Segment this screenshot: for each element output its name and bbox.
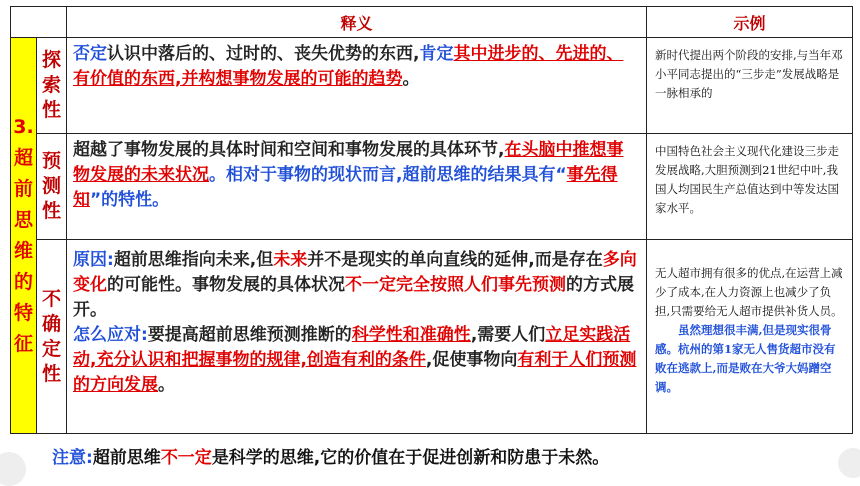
example-text: 新时代提出两个阶段的安排,与当年邓小平同志提出的“三步走”发展战略是一脉相承的 [655,48,843,100]
desc-text: 科学性和准确性 [351,325,471,345]
main-label-char: 前 [13,177,33,200]
desc-text: ,促使事物向 [425,350,518,370]
main-label-char: 的 [13,270,33,293]
desc-text: 超前思维指向未来,但 [113,250,274,270]
header-row [11,7,853,38]
header-explain: 释义 [67,7,647,38]
note-text: 是科学的思维,它的价值在于促进创新和防患于未然。 [211,448,610,468]
row-label-char: 定 [41,337,61,360]
desc-text: 其中进步的、先进的、有价值的东西,并构想事物发展的可能的趋势 [73,44,624,89]
desc-text: 。 [402,69,420,89]
example-text-highlight: 虽然理想很丰满,但是现实很骨感。杭州的第1家无人售货超市没有败在逃款上,而是败在大爷大妈蹭空调。 [655,323,836,394]
row-label-char: 测 [41,175,61,197]
row-label-char: 性 [41,362,61,385]
row-label-char: 性 [41,99,61,121]
desc-text: 认识中落后的、过时的、丧失优势的东西, [107,44,420,64]
desc-text: 多向变化 [73,250,637,295]
header-empty-cell [11,7,67,38]
desc-text: 。 [158,375,175,395]
header-example: 示例 [647,7,853,38]
note-label: 注意: [52,448,93,468]
row-label-char: 预 [41,150,61,172]
desc-text: 要提高超前思维预测推断的 [147,325,352,345]
desc-text: 超越了事物发展的具体时间和空间和事物发展的具体环节, [73,140,505,160]
note-text: 不一定 [160,448,212,468]
row-uncertain [11,240,853,434]
desc-text: 有利于人们预测的方向发展 [73,350,637,395]
content-table [10,6,853,434]
desc-text: 立足实践活动,充分认识和把握事物的规律,创造有利的条件 [73,325,631,370]
main-label-char: 特 [13,301,33,324]
row-label-predictive [37,134,67,240]
row-exploratory [11,38,853,134]
desc-text: 不一定完全按照人们事先预测 [345,275,566,295]
desc-reason-label: 原因: [73,250,114,270]
desc-uncertain [67,240,647,434]
row-label-uncertain [37,240,67,434]
example-exploratory [647,38,853,134]
desc-text: 的方式展开。 [73,275,634,320]
note-line [52,443,609,468]
example-text: 中国特色社会主义现代化建设三步走发展战略,大胆预测到21世纪中叶,我国人均国民生产总值达到中等发达国家水平。 [655,144,839,215]
main-label-number: 3. [13,115,34,138]
note-text: 超前思维 [92,448,161,468]
desc-response-label: 怎么应对: [73,325,148,345]
desc-exploratory [67,38,647,134]
decor-circle-bottom-right [838,448,860,478]
desc-predictive [67,134,647,240]
row-label-char: 确 [41,312,61,335]
example-predictive [647,134,853,240]
desc-text: 。相对于事物的现状而言,超前思维的结果具有“ [209,165,567,185]
row-label-exploratory [37,38,67,134]
main-label-char: 维 [13,239,33,262]
main-label-char: 征 [13,332,33,355]
desc-text: 肯定 [419,44,454,64]
desc-text: 未来 [273,250,308,270]
main-label-cell [11,38,37,434]
example-text: 无人超市拥有很多的优点,在运营上减少了成本,在人力资源上也减少了负担,只需要给无人超市提供补货人员。 [655,266,843,318]
decor-circle-bottom-left [0,452,26,486]
desc-text: ,需要人们 [470,325,546,345]
desc-text: 的可能性。事物发展的具体状况 [107,275,345,295]
row-label-char: 不 [41,287,61,310]
row-label-char: 性 [41,200,61,222]
desc-text: 并不是现实的单向直线的延伸,而是存在 [307,250,603,270]
row-label-char: 探 [41,49,61,71]
main-label-char: 超 [13,146,33,169]
desc-text: ”的特性。 [90,190,170,210]
row-label-char: 索 [41,74,61,96]
desc-text: 否定 [73,44,107,64]
desc-text: 事先得知 [73,165,618,210]
main-label-char: 思 [13,208,33,231]
example-uncertain [647,240,853,434]
row-predictive [11,134,853,240]
desc-text: 在头脑中推想事物发展的未来状况 [73,140,624,185]
